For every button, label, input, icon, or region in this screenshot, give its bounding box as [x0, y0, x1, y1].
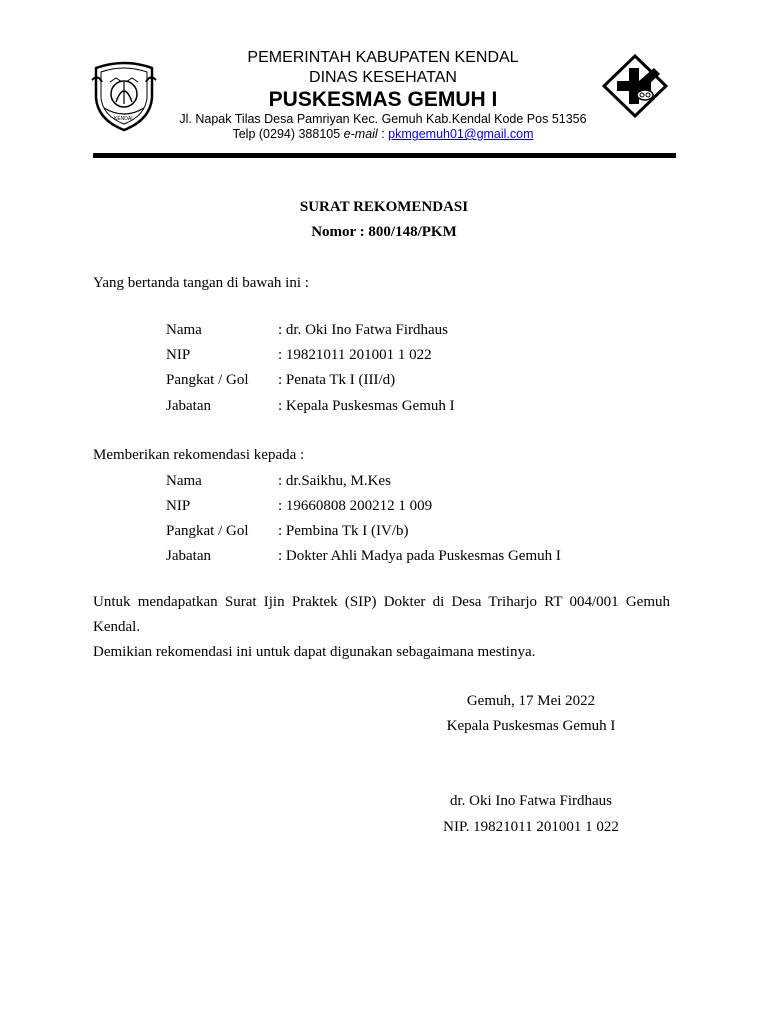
signatory-label: Jabatan	[166, 398, 211, 414]
signatory-label: Pangkat / Gol	[166, 372, 249, 388]
puskesmas-cross-logo-icon	[602, 54, 668, 118]
signatory-value: : Penata Tk I (III/d)	[278, 372, 396, 388]
signatory-value: : Kepala Puskesmas Gemuh I	[278, 398, 455, 414]
recipient-label: Jabatan	[166, 548, 211, 564]
recipient-value: : 19660808 200212 1 009	[278, 498, 433, 514]
letterhead-institution: PUSKESMAS GEMUH I	[268, 88, 498, 111]
recommend-intro: Memberikan rekomendasi kepada :	[93, 447, 305, 463]
intro-text: Yang bertanda tangan di bawah ini :	[93, 275, 309, 291]
letterhead-contact	[160, 127, 606, 142]
letterhead-government: PEMERINTAH KABUPATEN KENDAL	[247, 49, 519, 66]
letterhead-agency: DINAS KESEHATAN	[309, 69, 457, 86]
signature-name: dr. Oki Ino Fatwa Firdhaus	[449, 793, 613, 809]
recipient-value: : Pembina Tk I (IV/b)	[278, 523, 409, 539]
letterhead-divider	[93, 153, 676, 158]
signature-position: Kepala Puskesmas Gemuh I	[446, 718, 616, 734]
signatory-label: NIP	[166, 347, 191, 363]
signatory-value: : dr. Oki Ino Fatwa Firdhaus	[278, 322, 448, 338]
recipient-label: Pangkat / Gol	[166, 523, 249, 539]
recipient-label: Nama	[166, 473, 202, 489]
recipient-value: : dr.Saikhu, M.Kes	[278, 473, 391, 489]
recipient-label: NIP	[166, 498, 191, 514]
email-separator: :	[377, 127, 389, 141]
signature-place-date: Gemuh, 17 Mei 2022	[466, 693, 596, 709]
email-label: e-mail	[343, 127, 378, 141]
crest-label: KENDAL	[113, 116, 135, 122]
document-title: SURAT REKOMENDASI	[299, 199, 469, 215]
letterhead-phone: Telp (0294) 388105	[232, 127, 344, 141]
document-number: Nomor : 800/148/PKM	[311, 224, 457, 240]
signatory-label: Nama	[166, 322, 202, 338]
signatory-value: : 19821011 201001 1 022	[278, 347, 432, 363]
email-link[interactable]: pkmgemuh01@gmail.com	[388, 127, 534, 141]
purpose-paragraph: Untuk mendapatkan Surat Ijin Praktek (SIP) Dokter di Desa Triharjo RT 004/001 Gemuh Kendal.	[93, 594, 670, 635]
letterhead-address: Jl. Napak Tilas Desa Pamriyan Kec. Gemuh Kab.Kendal Kode Pos 51356	[179, 112, 587, 126]
letterhead	[160, 48, 606, 142]
signature-nip: NIP. 19821011 201001 1 022	[443, 819, 619, 835]
closing-paragraph: Demikian rekomendasi ini untuk dapat digunakan sebagaimana mestinya.	[93, 644, 536, 660]
recipient-value: : Dokter Ahli Madya pada Puskesmas Gemuh I	[278, 548, 561, 564]
kendal-regency-crest-icon	[90, 58, 158, 132]
